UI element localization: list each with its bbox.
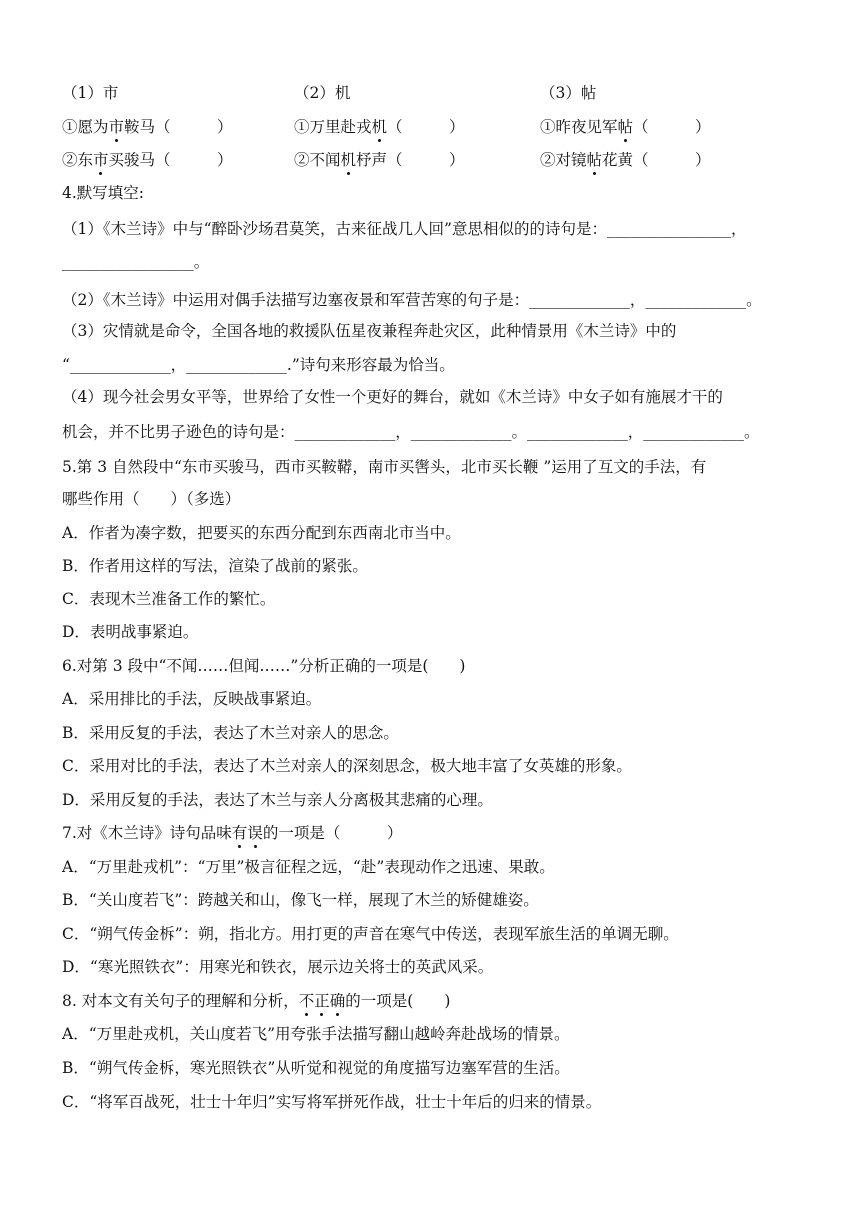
q5-option-c: C．表现木兰准备工作的繁忙。: [62, 590, 276, 608]
q7-option-d: D．“寒光照铁衣”：用寒光和铁衣，展示边关将士的英武风采。: [62, 958, 494, 976]
q6-option-d: D．采用反复的手法，表达了木兰与亲人分离极其悲痛的心理。: [62, 791, 493, 809]
q4-sub3-line1: （3）灾情就是命令，全国各地的救援队伍星夜兼程奔赴灾区，此种情景用《木兰诗》中的: [62, 322, 677, 340]
q5-option-a: A．作者为凑字数，把要买的东西分配到东西南北市当中。: [62, 524, 461, 542]
vocab-item: ②东市买骏马（ ）: [62, 151, 233, 169]
vocab-row-2: [62, 149, 802, 171]
q4-sub1-line2: _________________。: [62, 253, 210, 271]
vocab-header-3: （3）帖: [540, 84, 597, 102]
q6-option-c: C．采用对比的手法，表达了木兰对亲人的深刻思念，极大地丰富了女英雄的形象。: [62, 757, 632, 775]
vocab-header-row: [62, 82, 802, 104]
q5-option-b: B．作者用这样的写法，渲染了战前的紧张。: [62, 557, 368, 575]
q4-sub1-line1: （1）《木兰诗》中与“醉卧沙场君莫笑，古来征战几人回”意思相似的的诗句是：________________，: [62, 220, 747, 238]
q4-sub4-line1: （4）现今社会男女平等，世界给了女性一个更好的舞台，就如《木兰诗》中女子如有施展才干的: [62, 388, 723, 406]
q7-stem: 7.对《木兰诗》诗句品味有误的一项是（ ）: [62, 824, 403, 842]
vocab-header-2: （2）机: [294, 84, 351, 102]
q7-option-a: A．“万里赴戎机”：“万里”极言征程之远，“赴”表现动作之迅速、果敢。: [62, 858, 555, 876]
q8-option-c: C．“将军百战死，壮士十年归”实写将军拼死作战，壮士十年后的归来的情景。: [62, 1093, 602, 1111]
vocab-item: ①愿为市鞍马（ ）: [62, 118, 233, 136]
vocab-item: ①昨夜见军帖（ ）: [540, 118, 711, 136]
q5-option-d: D．表明战事紧迫。: [62, 623, 199, 641]
vocab-row-1: [62, 116, 802, 138]
q5-stem-line1: 5.第 3 自然段中“东市买骏马，西市买鞍鞯，南市买辔头，北市买长鞭 ”运用了互文的手法，有: [62, 458, 707, 476]
q8-stem: 8. 对本文有关句子的理解和分析，不正确的一项是( ): [62, 992, 451, 1010]
vocab-header-1: （1）市: [62, 84, 119, 102]
q4-sub3-line2: “_____________，_____________.”诗句来形容最为恰当。: [62, 356, 455, 374]
q5-stem-line2: 哪些作用（ ）（多选）: [62, 490, 241, 508]
q7-option-b: B．“关山度若飞”：跨越关和山，像飞一样，展现了木兰的矫健雄姿。: [62, 891, 539, 909]
q7-option-c: C．“朔气传金柝”：朔，指北方。用打更的声音在寒气中传送，表现军旅生活的单调无聊。: [62, 925, 679, 943]
q6-option-a: A．采用排比的手法，反映战事紧迫。: [62, 690, 322, 708]
vocab-item: ②不闻机杼声（ ）: [294, 151, 465, 169]
vocab-item: ②对镜帖花黄（ ）: [540, 151, 711, 169]
q8-option-b: B．“朔气传金柝，寒光照铁衣”从听觉和视觉的角度描写边塞军营的生活。: [62, 1059, 570, 1077]
q4-sub2: （2）《木兰诗》中运用对偶手法描写边塞夜景和军营苦寒的句子是：_____________，_____________。: [62, 291, 762, 309]
q6-stem: 6.对第 3 段中“不闻……但闻……”分析正确的一项是( ): [62, 657, 466, 675]
q6-option-b: B．采用反复的手法，表达了木兰对亲人的思念。: [62, 724, 399, 742]
vocab-item: ①万里赴戎机（ ）: [294, 118, 465, 136]
q8-option-a: A．“万里赴戎机，关山度若飞”用夸张手法描写翻山越岭奔赴战场的情景。: [62, 1025, 570, 1043]
q4-sub4-line2: 机会，并不比男子逊色的诗句是：_____________，_____________。_____________，_____________。: [62, 423, 760, 441]
q4-title: 4.默写填空:: [62, 184, 145, 202]
